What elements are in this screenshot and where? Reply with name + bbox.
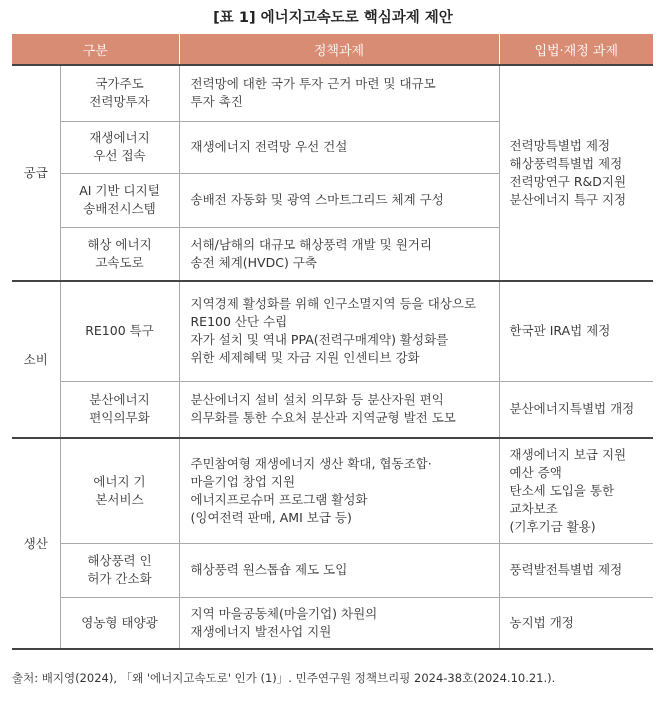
sector-consumption: 소비 — [12, 281, 60, 438]
table-header-row — [12, 34, 653, 65]
sector-production: 생산 — [12, 438, 60, 649]
source-note: 출처: 배지영(2024), 「왜 '에너지고속도로' 인가 (1)」. 민주연구원 정책브리핑 2024-38호(2024.10.21.). — [12, 671, 556, 685]
subcategory-cell: 해상풍력 인 허가 간소화 — [60, 543, 179, 597]
subcategory-cell: 영농형 태양광 — [60, 597, 179, 649]
policy-cell: 서해/남해의 대규모 해상풍력 개발 및 원거리 송전 체계(HVDC) 구축 — [179, 227, 499, 281]
subcategory-cell: 재생에너지 우선 접속 — [60, 121, 179, 173]
policy-cell: 해상풍력 원스톱숍 제도 도입 — [179, 543, 499, 597]
legislation-cell: 분산에너지특별법 개정 — [499, 381, 653, 438]
policy-cell: 분산에너지 설비 설치 의무화 등 분산자원 편익 의무화를 통한 수요처 분산과 지역균형 발전 도모 — [179, 381, 499, 438]
table-row — [12, 543, 653, 597]
subcategory-cell: 에너지 기 본서비스 — [60, 438, 179, 543]
policy-cell: 지역 마을공동체(마을기업) 차원의 재생에너지 발전사업 지원 — [179, 597, 499, 649]
table-row — [12, 65, 653, 121]
table-row — [12, 281, 653, 381]
policy-cell: 지역경제 활성화를 위해 인구소멸지역 등을 대상으로 RE100 산단 수립 자가 설치 및 역내 PPA(전력구매계약) 활성화를 위한 세제혜택 및 자금 지원 인센티브 강화 — [179, 281, 499, 381]
policy-cell: 주민참여형 재생에너지 생산 확대, 협동조합· 마을기업 창업 지원 에너지프로슈머 프로그램 활성화 (잉여전력 판매, AMI 보급 등) — [179, 438, 499, 543]
legislation-cell: 전력망특별법 제정 해상풍력특별법 제정 전력망연구 R&D지원 분산에너지 특구 지정 — [499, 65, 653, 281]
subcategory-cell: 해상 에너지 고속도로 — [60, 227, 179, 281]
subcategory-cell: RE100 특구 — [60, 281, 179, 381]
legislation-cell: 재생에너지 보급 지원 예산 증액 탄소세 도입을 통한 교차보조 (기후기금 활용) — [499, 438, 653, 543]
table-row — [12, 597, 653, 649]
policy-cell: 송배전 자동화 및 광역 스마트그리드 체계 구성 — [179, 173, 499, 227]
policy-cell: 재생에너지 전력망 우선 건설 — [179, 121, 499, 173]
subcategory-cell: 국가주도 전력망투자 — [60, 65, 179, 121]
policy-cell: 전력망에 대한 국가 투자 근거 마련 및 대규모 투자 촉진 — [179, 65, 499, 121]
subcategory-cell: AI 기반 디지털 송배전시스템 — [60, 173, 179, 227]
legislation-cell: 한국판 IRA법 제정 — [499, 281, 653, 381]
header-legislation: 입법·재정 과제 — [499, 34, 653, 65]
legislation-cell: 농지법 개정 — [499, 597, 653, 649]
table-title: [표 1] 에너지고속도로 핵심과제 제안 — [213, 10, 453, 26]
subcategory-cell: 분산에너지 편익의무화 — [60, 381, 179, 438]
table-row — [12, 438, 653, 543]
legislation-cell: 풍력발전특별법 제정 — [499, 543, 653, 597]
header-category: 구분 — [12, 34, 179, 65]
header-policy: 정책과제 — [179, 34, 499, 65]
sector-supply: 공급 — [23, 165, 48, 180]
policy-table — [12, 34, 653, 650]
table-row — [12, 381, 653, 438]
